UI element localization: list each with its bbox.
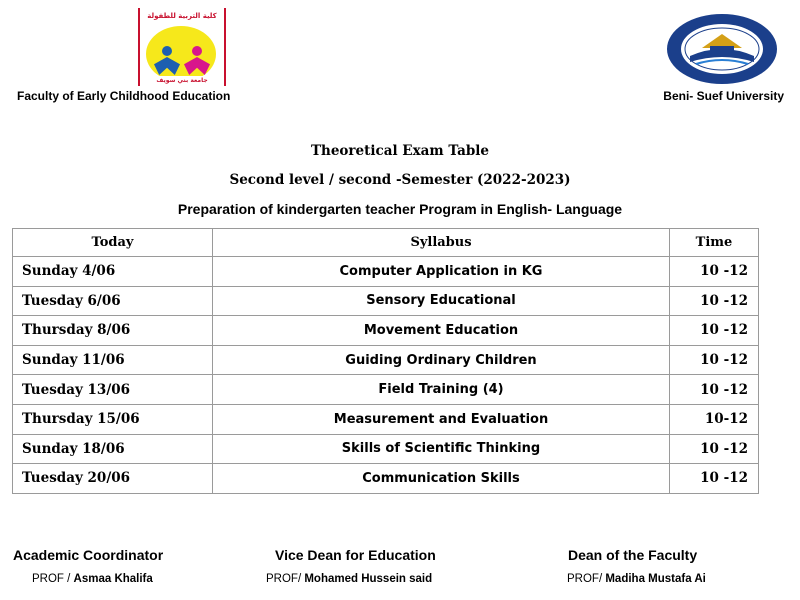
exam-day: Sunday 11/06: [13, 345, 213, 375]
table-row: [13, 257, 759, 287]
exam-schedule-table: [12, 228, 759, 494]
table-row: [13, 286, 759, 316]
exam-subject: Communication Skills: [213, 464, 670, 494]
exam-time: 10 -12: [670, 375, 759, 405]
signature-name-line: [567, 573, 706, 585]
column-header-syllabus: Syllabus: [213, 229, 670, 257]
exam-day: Sunday 4/06: [13, 257, 213, 287]
signature-name-line: [13, 573, 163, 585]
exam-time: 10 -12: [670, 464, 759, 494]
exam-time: 10 -12: [670, 434, 759, 464]
exam-day: Thursday 8/06: [13, 316, 213, 346]
exam-subject: Skills of Scientific Thinking: [213, 434, 670, 464]
exam-subject: Measurement and Evaluation: [213, 404, 670, 434]
exam-time: 10 -12: [670, 316, 759, 346]
exam-subject: Field Training (4): [213, 375, 670, 405]
exam-subject: Guiding Ordinary Children: [213, 345, 670, 375]
signature-name: Asmaa Khalifa: [73, 573, 153, 585]
exam-day: Sunday 18/06: [13, 434, 213, 464]
table-row: [13, 316, 759, 346]
faculty-name: Faculty of Early Childhood Education: [17, 89, 231, 103]
table-row: [13, 434, 759, 464]
signature-dean: [568, 547, 706, 585]
exam-time: 10 -12: [670, 345, 759, 375]
exam-day: Tuesday 6/06: [13, 286, 213, 316]
signature-name: Mohamed Hussein said: [304, 573, 433, 585]
program-subtitle: Preparation of kindergarten teacher Program in English- Language: [177, 201, 623, 217]
signature-prefix: PROF/: [266, 573, 305, 585]
table-row: [13, 345, 759, 375]
signature-academic-coordinator: [13, 547, 163, 585]
exam-time: 10 -12: [670, 257, 759, 287]
level-semester-subtitle: Second level / second -Semester (2022-2023): [229, 172, 571, 188]
signature-name: Madiha Mustafa Ai: [605, 573, 706, 585]
signature-role: Academic Coordinator: [13, 547, 164, 563]
signature-role: Vice Dean for Education: [275, 547, 436, 563]
column-header-day: Today: [13, 229, 213, 257]
exam-subject: Computer Application in KG: [213, 257, 670, 287]
table-row: [13, 464, 759, 494]
column-header-time: Time: [670, 229, 759, 257]
university-name: Beni- Suef University: [663, 89, 784, 103]
faculty-logo: كلية التربية للطفولة جامعة بني سويف: [138, 8, 226, 86]
signature-vice-dean: [266, 547, 436, 585]
table-row: [13, 375, 759, 405]
signature-name-line: [266, 573, 436, 585]
signature-prefix: PROF /: [32, 573, 74, 585]
university-seal-logo: [666, 12, 778, 86]
document-title: Theoretical Exam Table: [310, 143, 490, 159]
table-row: [13, 404, 759, 434]
exam-time: 10-12: [670, 404, 759, 434]
exam-time: 10 -12: [670, 286, 759, 316]
signature-prefix: PROF/: [567, 573, 606, 585]
signature-role: Dean of the Faculty: [568, 547, 698, 563]
table-header-row: [13, 229, 759, 257]
exam-day: Tuesday 20/06: [13, 464, 213, 494]
exam-day: Tuesday 13/06: [13, 375, 213, 405]
exam-subject: Movement Education: [213, 316, 670, 346]
exam-day: Thursday 15/06: [13, 404, 213, 434]
exam-subject: Sensory Educational: [213, 286, 670, 316]
